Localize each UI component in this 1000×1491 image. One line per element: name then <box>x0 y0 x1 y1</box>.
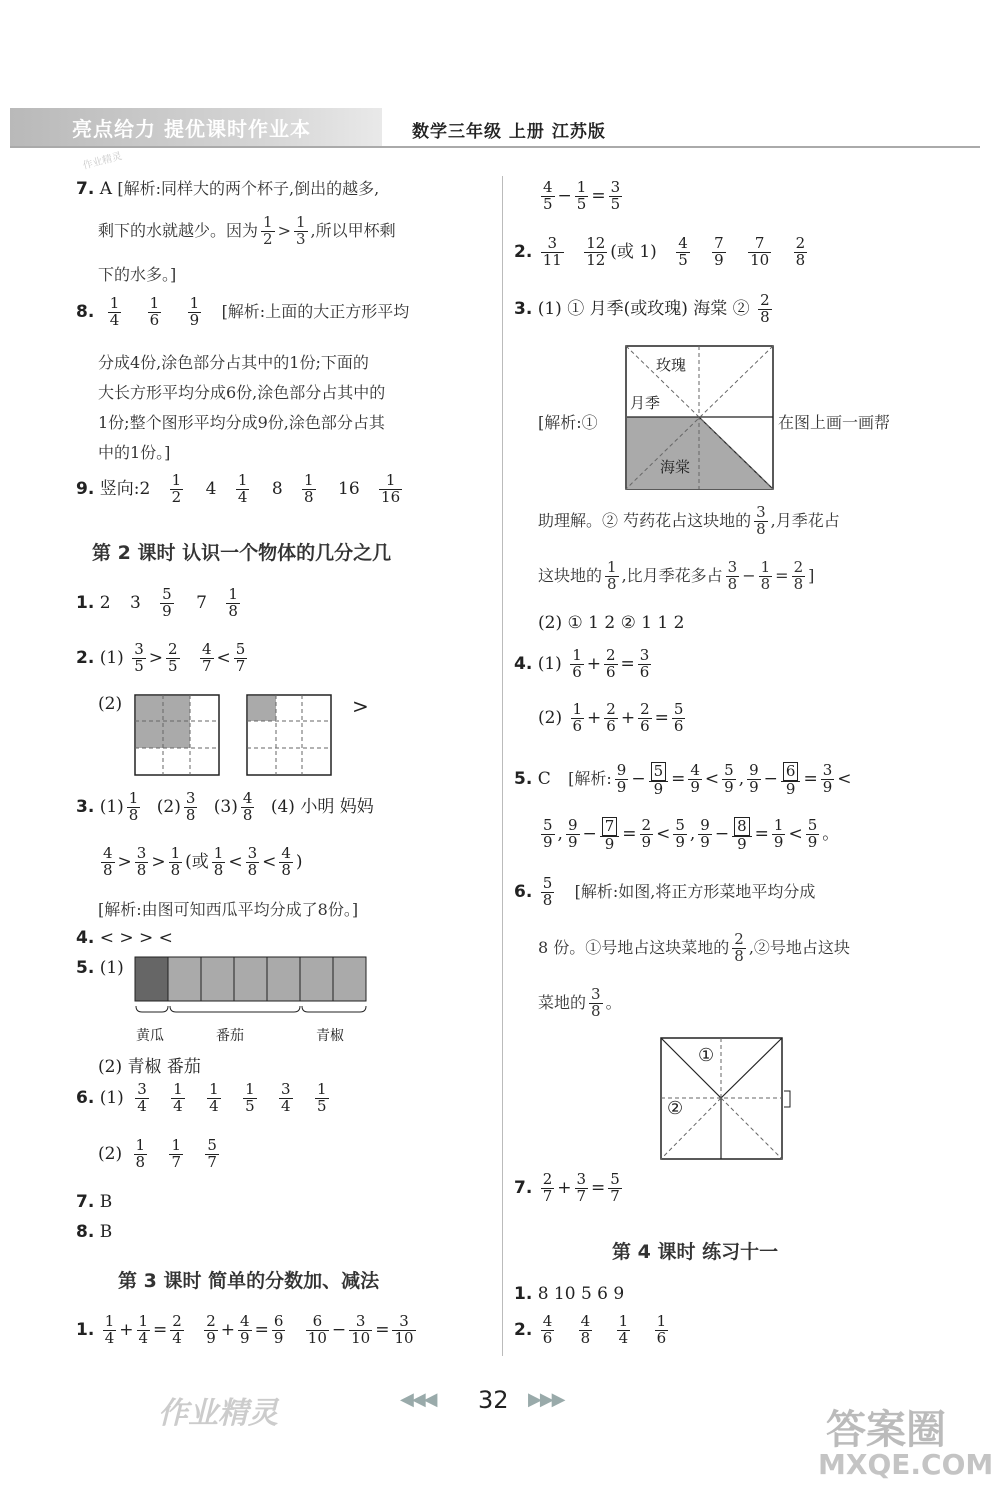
q7-line2: 剩下的水就越少。因为 $\frac{1}{2}$ > $\frac{1}{3}$ ,所以甲杯剩 <box>98 213 396 248</box>
r-q6-line2: 8 份。①号地占这块菜地的 $\frac{2}{8}$ ,②号地占这块 <box>538 930 850 965</box>
plot-label-1: ① <box>698 1045 715 1066</box>
s2-q1: 1. 2 3 $\frac{5}{9}$ 7 $\frac{1}{8}$ <box>76 585 238 620</box>
r-q6-line3: 菜地的 $\frac{3}{8}$ 。 <box>538 985 622 1020</box>
r-q7: 7. $\frac{2}{7}$ + $\frac{3}{7}$ = $\frac{5}{7}$ <box>514 1170 620 1205</box>
s2-q6-2: (2) $\frac{1}{8}$ $\frac{1}{7}$ $\frac{5}{7}$ <box>98 1136 217 1171</box>
r-q3-note-b: 在图上画一画帮 <box>778 413 891 432</box>
strip-label-pepper: 青椒 <box>316 1028 344 1044</box>
q8-line5: 中的1份。] <box>98 443 171 462</box>
section-4-title: 第 4 课时 练习十一 <box>612 1241 779 1263</box>
r-q3-line1: 3. (1) ① 月季(或玫瑰) 海棠 ② $\frac{2}{8}$ <box>514 291 770 326</box>
garden-label-rose: 玫瑰 <box>656 356 687 374</box>
r-q5-line2: $\frac{5}{9}$ , $\frac{9}{9}$ − $\frac{7}{9}$ = $\frac{2}{9}$ < $\frac{5}{9}$ , $\frac{9}{9}$ − $\frac{8}{9}$ = $\frac{1}{9}$ < $\frac{5}{9}$ 。 <box>543 816 840 853</box>
watermark-right: 答案圈 <box>826 1407 946 1453</box>
garden-label-yueji: 月季 <box>630 394 661 412</box>
r-q3-line3: 这块地的 $\frac{1}{8}$ ,比月季花多占 $\frac{3}{8}$ − $\frac{1}{8}$ = $\frac{2}{8}$ ] <box>538 558 815 593</box>
s2-q7: 7. B <box>76 1192 113 1212</box>
s2-q5-label: 5. (1) <box>76 958 124 978</box>
q7-line3: 下的水多。] <box>98 265 177 284</box>
s4-q1: 1. 8 10 5 6 9 <box>514 1284 625 1304</box>
r-q3-note-a: [解析:① <box>538 413 598 432</box>
garden-label-haitang: 海棠 <box>660 458 691 476</box>
r-q4-1: 4. (1) $\frac{1}{6}$ + $\frac{2}{6}$ = $\frac{3}{6}$ <box>514 646 650 681</box>
q8-line1: 8. $\frac{1}{4}$ $\frac{1}{6}$ $\frac{1}{9}$ [解析:上面的大正方形平均 <box>76 294 410 329</box>
q7-line1: 7. A [解析:同样大的两个杯子,倒出的越多, <box>76 179 380 199</box>
prev-arrows-icon: ◀◀◀ <box>400 1389 436 1410</box>
s3-q1: 1. $\frac{1}{4}$ + $\frac{1}{4}$ = $\frac{2}{4}$ $\frac{2}{9}$ + $\frac{4}{9}$ = $\frac{6}{9}$ $\frac{6}{10}$ − $\frac{3}{10}$ = $\frac{3}{10}$ <box>76 1312 414 1347</box>
subject-title: 数学三年级 上册 江苏版 <box>412 122 606 142</box>
next-arrows-icon: ▶▶▶ <box>528 1389 564 1410</box>
grid-figure-b <box>246 694 332 776</box>
column-divider <box>502 176 503 1356</box>
book-title: 亮点给力 提优课时作业本 <box>72 117 311 141</box>
r-top-line: $\frac{4}{5}$ − $\frac{1}{5}$ = $\frac{3}{5}$ <box>543 178 621 213</box>
page-number: 32 <box>478 1386 509 1414</box>
s4-q2: 2. $\frac{4}{6}$ $\frac{4}{8}$ $\frac{1}{4}$ $\frac{1}{6}$ <box>514 1312 667 1347</box>
s2-q2-compare: > <box>352 694 369 718</box>
r-q4-2: (2) $\frac{1}{6}$ + $\frac{2}{6}$ + $\frac{2}{6}$ = $\frac{5}{6}$ <box>538 700 684 735</box>
s2-q2-1: 2. (1) $\frac{3}{5}$ > $\frac{2}{5}$ $\frac{4}{7}$ < $\frac{5}{7}$ <box>76 640 246 675</box>
watermark-left: 作业精灵 <box>158 1396 278 1431</box>
s2-q8: 8. B <box>76 1222 113 1242</box>
strip-figure <box>134 956 370 1018</box>
frac-1-3: $\frac{1}{3}$ <box>295 213 306 248</box>
header-rule <box>10 146 980 148</box>
r-q3-line2: 助理解。② 芍药花占这块地的 $\frac{3}{8}$ ,月季花占 <box>538 503 840 538</box>
grid-figure-a <box>134 694 220 776</box>
s2-q3-note: [解析:由图可知西瓜平均分成了8份。] <box>98 900 359 919</box>
strip-label-tomato: 番茄 <box>216 1028 244 1044</box>
small-watermark: 作业精灵 <box>81 150 124 172</box>
s2-q4: 4. < > > < <box>76 928 173 948</box>
s2-q3-line1: 3. (1) $\frac{1}{8}$ (2) $\frac{3}{8}$ (3) $\frac{4}{8}$ (4) 小明 妈妈 <box>76 789 374 824</box>
q9-line: 9. 竖向:2 $\frac{1}{2}$ 4 $\frac{1}{4}$ 8 $\frac{1}{8}$ 16 $\frac{1}{16}$ <box>76 471 401 506</box>
s2-q6-1: 6. (1) $\frac{3}{4}$ $\frac{1}{4}$ $\frac{1}{4}$ $\frac{1}{5}$ $\frac{3}{4}$ $\frac{1}{5}$ <box>76 1080 327 1115</box>
r-q6-line1: 6. $\frac{5}{8}$ [解析:如图,将正方形菜地平均分成 <box>514 874 816 909</box>
q8-line2: 分成4份,涂色部分占其中的1份;下面的 <box>98 353 369 372</box>
s2-q2-2-label: (2) <box>98 694 123 714</box>
r-q3-2: (2) ① 1 2 ② 1 1 2 <box>538 613 685 633</box>
q8-line4: 1份;整个图形平均分成9份,涂色部分占其 <box>98 413 385 432</box>
s2-q5-2: (2) 青椒 番茄 <box>98 1057 201 1077</box>
frac-1-2: $\frac{1}{2}$ <box>263 213 273 248</box>
strip-label-cucumber: 黄瓜 <box>136 1028 164 1044</box>
r-q2: 2. $\frac{3}{11}$ $\frac{12}{12}$ (或 1) $\frac{4}{5}$ $\frac{7}{9}$ $\frac{7}{10}$ $\frac{2}{8}$ <box>514 234 806 269</box>
section-2-title: 第 2 课时 认识一个物体的几分之几 <box>92 542 392 564</box>
q8-line3: 大长方形平均分成6份,涂色部分占其中的 <box>98 383 386 402</box>
r-q5-line1: 5. C [解析: $\frac{9}{9}$ − $\frac{5}{9}$ = $\frac{4}{9}$ < $\frac{5}{9}$ , $\frac{9}{9}$ − $\frac{6}{9}$ = $\frac{3}{9}$ < <box>514 761 852 798</box>
plot-label-2: ② <box>667 1098 684 1119</box>
watermark-url: MXQE.COM <box>818 1448 994 1481</box>
s2-q3-line2: $\frac{4}{8}$ > $\frac{3}{8}$ > $\frac{1}{8}$ (或 $\frac{1}{8}$ < $\frac{3}{8}$ < $\frac{4}{8}$ ) <box>103 844 303 879</box>
garden-figure <box>625 345 775 491</box>
section-3-title: 第 3 课时 简单的分数加、减法 <box>118 1270 380 1292</box>
